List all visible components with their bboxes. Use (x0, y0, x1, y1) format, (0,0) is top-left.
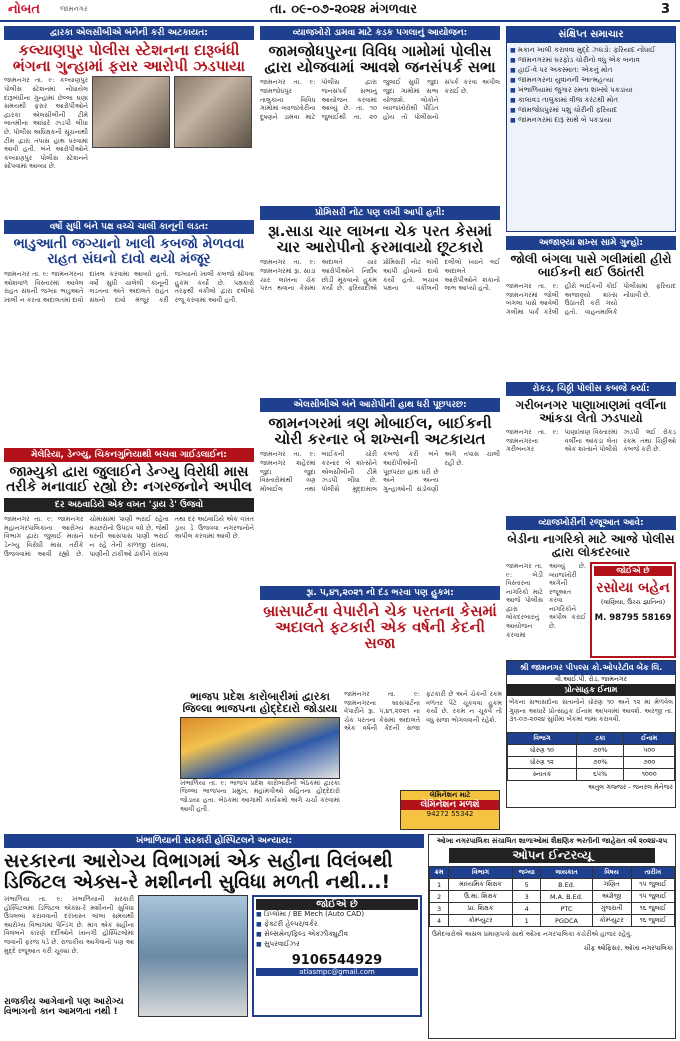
body: જામનગર તા. ૯: બેડી વિસ્તારના નાગરિકો માટે આજે પોલીસ દ્વારા લોકદરબારનું આયોજન કરવામાં આવ્યું છે. વ્યાજખોરી અંગેની રજૂઆત કરવા નાગરિકોને અપીલ કરાઈ છે. (506, 561, 586, 639)
headline: જામજોધપુરના વિવિધ ગામોમાં પોલીસ દ્વારા યોજવામાં આવશે જનસંપર્ક સભા (264, 42, 496, 77)
job-ad (252, 895, 422, 1017)
job-item: ■ સેલ્સમેન/ફિલ્ડ એક્ઝીક્યુટીવ (256, 930, 418, 939)
brief-item: ■ જામનગરના યુવાનની આત્મહત્યા (510, 76, 672, 85)
kicker: વ્યાજખોરો ડામવા માટે કડક પગલાનું આયોજન: (260, 26, 500, 40)
kicker: એલસીબીએ બંને આરોપીની હાથ ધરી પૂછપરછ: (260, 398, 500, 412)
headline: રૂા.સાડા ચાર લાખના ચેક પરત કેસમાં ચાર આરોપીનો ફરમાવાયો છૂટકારો (268, 222, 492, 257)
story-mobile-theft (260, 398, 500, 582)
brief-item: ■ જામનગરમાં ઘરફોડ ચોરીનો વધુ એક બનાવ (510, 56, 672, 65)
brief-item: ■ જામનગરમાં દારૂ સાથે બે પકડાયા (510, 116, 672, 125)
kicker: અજાણ્યા શખ્સ સામે ગુન્હો: (506, 236, 676, 250)
ad-note: ઉમેદવારોએ અસલ પ્રમાણપત્રો સાથે ઓખા નગરપાલિકા કચેરીએ હાજર રહેવું. (432, 930, 633, 938)
bank-addr: વી.આઈ.પી. રોડ, જામનગર (555, 675, 627, 683)
col-header: ઈનામ (624, 733, 675, 745)
table-row: 3 પ્રા. શિક્ષક 4 PTC ગુજરાતી ૧૬ જુલાઈ (430, 903, 675, 915)
briefs-title: સંક્ષિપ્ત સમાચાર (507, 27, 675, 43)
headline: ગરીબનગર પાણાખાણમાં વર્લીના આંકડા લેતો ઝડપાયો (515, 398, 667, 425)
bank-notice: પ્રોત્સાહક ઈનામ (507, 684, 675, 696)
lamination-ad (400, 790, 500, 830)
subhead: દર અઠવાડિયે એક વખત 'ડ્રાય ડે' ઉજવો (4, 498, 254, 512)
ad-sub: ઓપન ઈન્ટરવ્યૂ (449, 848, 655, 863)
ad-phone: 94272 55342 (426, 810, 474, 818)
body: જામનગર તા. ૯: જામનગરના બ્રાસપાર્ટના વેપારીને રૂા. ૫,૪૧,૨૦૨૧ ના ચેક પરતના કેસમાં અદાલતે એક વર્ષની કેદની સજા ફટકારી છે અને ચેકની રકમ વળતર પેટે ચૂકવવા હુકમ કર્યો છે. રકમ ન ચૂકવે તો વધુ સજા ભોગવવાની રહેશે. (344, 690, 502, 733)
table-row: ધોરણ ૧૨ ૭૦% ૭૦૦ (508, 757, 675, 769)
col-header: ટકા (577, 733, 624, 745)
page-number: 3 (660, 2, 670, 17)
ad-phone: 9106544929 (291, 953, 383, 969)
kicker: રૂા. ૫,૪૧,૨૦૨૧ નો દંડ ભરવા પણ હુકમ: (260, 586, 500, 600)
story-bedi-lokdarbar (506, 516, 676, 656)
ad-title: ઓખા નગરપાલિકા સંચાલિત શાળાઓમાં શૈક્ષણિક ભરતીની જાહેરાત વર્ષ ૨૦૨૪-૨૫ (436, 837, 668, 845)
story-garibnagar (506, 382, 676, 512)
story-brass-trader (260, 586, 500, 686)
kicker: દ્વારકા એલસીબીએ બંનેની કરી અટકાયત: (4, 26, 254, 40)
body: જામનગર તા. ૯: જામનગરમાં જોલી બંગલા પાસે આવેલી ગલીમાં પાર્ક કરેલી હીરો બાઈકની કોઈ અજાણ્યો શખ્સ ઉઠાંતરી કરી ગયો હતો. વાહનમાલિકે પોલીસમાં ફરિયાદ નોંધાવી છે. (506, 281, 676, 316)
body: જામનગર તા. ૯: જામનગર શહેરમાં જુદા જુદા વિસ્તારોમાંથી ત્રણ મોબાઈલ તથા બાઈકની ચોરી કરનાર બે શખ્સોને એલસીબીની ટીમે ઝડપી લીધા છે. પોલીસે મુદ્દામાલ કબજે કરી બંને આરોપીઓની પૂછપરછ હાથ ધરી છે અને અન્ય ગુન્હાઓની સંડોવણી અંગે તપાસ ચાલી રહી છે. (260, 450, 500, 493)
job-item: ■ ફેક્ટરી હેલ્પર/વર્કર (256, 920, 418, 929)
bank-ad (506, 660, 676, 808)
ad-sign: ચીફ ઓફિસર, ઓખા નગરપાલિકા (583, 943, 673, 952)
kicker: પ્રોમિસરી નોટ પણ લખી આપી હતી: (260, 206, 500, 220)
ad-phone: M. 98795 58169 (594, 612, 672, 623)
body: જામનગર તા. ૯: કલ્યાણપુર પોલીસ સ્ટેશનમાં નોંધાયેલ દારૂબંધીના ગુન્હામાં છેલ્લા ઘણા સમયથી ફરાર આરોપીઓને દ્વારકા એલસીબીની ટીમે બાતમીના આધારે ઝડપી લીધા છે. પોલીસ અધિક્ષકની સૂચનાથી ટીમ દ્વારા તપાસ હાથ ધરવામાં આવી હતી. બંને આરોપીઓને કલ્યાણપુર પોલીસ સ્ટેશનને સોંપવામાં આવ્યા છે. (4, 76, 88, 171)
table-row: સ્નાતક ૬૫% ૧૦૦૦ (508, 769, 675, 781)
brief-item: ■ મકાન ખાલી કરાવવા મુદ્દે ઝઘડો: ફરિયાદ નોંધાઈ (510, 46, 672, 55)
headline: ભાડુઆતી જગ્યાનો ખાલી કબજો મેળવવા રાહત સંઘનો દાવો થયો મંજૂર (13, 236, 245, 268)
table-row: 2 ઉ.મા. શિક્ષક 3 M.A. B.Ed. અંગ્રેજી ૧૫ જુલાઈ (430, 891, 675, 903)
story-xray (4, 834, 424, 1039)
okha-recruitment-ad (428, 834, 676, 1039)
accused-photo-1 (92, 76, 170, 148)
table-row: 4 કોમ્પ્યુટર 1 PGDCA કોમ્પ્યુટર ૧૬ જુલાઈ (430, 915, 675, 927)
story-brass-trader-body (344, 690, 502, 806)
col-header: વિષય (592, 867, 631, 879)
ad-sub: (વાણિયા, ઉચ્ચ જ્ઞાતિના) (600, 597, 666, 606)
bank-text: બેંકના સભાસદોના સંતાનોને ધોરણ ૧૦ અને ૧૨ માં મેળવેલ ગુણના આધારે પ્રોત્સાહક ઈનામ આપવામાં આવશે. અરજી તા. ૩૧-૦૭-૨૦૨૪ સુધીમાં બેંકમાં જમા કરાવવી. (509, 698, 673, 724)
briefs-box (506, 26, 676, 232)
headline: જોલી બંગલા પાસે ગલીમાંથી હીરો બાઈકની થઈ ઉઠાંતરી (510, 252, 672, 279)
kicker: ખંભાળિયાની સરકારી હોસ્પિટલને અન્યાય: (4, 834, 424, 848)
ad-title: રસોયા બહેન (596, 579, 670, 596)
body: જામનગર તા. ૯: જામનગર મહાનગરપાલિકાના આરોગ્ય વિભાગ દ્વારા જુલાઈ માસને ડેન્ગ્યુ વિરોધી માસ તરીકે ઉજવવામાં આવી રહ્યો છે. ચોમાસામાં પાણી ભરાઈ રહેતા મચ્છરોનો ઉપદ્રવ વધે છે, જેથી ઘરની આસપાસ પાણી ભરાઈ ન રહે તેની કાળજી રાખવા, પાણીની ટાંકીઓ ઢાંકીને રાખવા તથા દર અઠવાડિયે એક વખત ડ્રાય ડે ઉજવવા નગરજનોને અપીલ કરવામાં આવી છે. (4, 515, 254, 558)
brief-item: ■ જામજોધપુરમાં પશુ ચોરીની ફરિયાદ (510, 106, 672, 115)
newspaper-logo: નોબત (8, 2, 40, 17)
bank-sign: અતુલ ગજ્જર - જનરલ મેનેજર (587, 783, 673, 791)
col-header: વિભાગ (508, 733, 577, 745)
brief-item: ■ હાઈ-વે પર અકસ્માત: એકનું મોત (510, 66, 672, 75)
recruitment-table (429, 866, 675, 927)
kicker: રોકડ, ચિઠ્ઠી પોલીસ કબજે કર્યા: (506, 382, 676, 396)
bank-table (507, 732, 675, 781)
col-header: લાયકાત (541, 867, 592, 879)
ad-tag: જોઈએ છે (256, 899, 418, 910)
body: ખંભાળિયા તા. ૯: ખંભાળિયાની સરકારી હોસ્પિટલમાં ડિજિટલ એક્સ-રે મશીનની સુવિધા ઉપલબ્ધ કરાવવાની દરખાસ્ત લાંબા સમયથી આરોગ્ય વિભાગમાં પેન્ડિંગ છે. માત્ર એક સહીના વિલંબને કારણે દર્દીઓને ખાનગી હોસ્પિટલોમાં જવાની ફરજ પડે છે. રાજકીય આગેવાનો પણ આ મુદ્દે રજૂઆત કરી ચૂક્યા છે. (4, 895, 134, 955)
headline: સરકારના આરોગ્ય વિભાગમાં એક સહીના વિલંબથી ડિજિટલ એક્સ-રે મશીનની સુવિધા મળતી નથી...! (4, 850, 393, 893)
job-item: ■ સુપરવાઈઝર (256, 940, 418, 949)
ad-email: atlasmpc@gmail.com (256, 968, 418, 976)
kicker: વર્ષો સુધી બંને પક્ષ વચ્ચે ચાલી કાનૂની લડત: (4, 220, 254, 234)
headline: ભાજપ પ્રદેશ કારોબારીમાં દ્વારકા જિલ્લા ભાજપના હોદ્દેદારો જોડાયા (182, 690, 338, 715)
body: જામનગર તા. ૯: જામનગરમાં રૂા. સાડા ચાર લાખના ચેક પરત થવાના કેસમાં અદાલતે ચાર આરોપીઓને નિર્દોષ છોડી મૂકવાનો હુકમ કર્યો છે. ફરિયાદીએ પ્રોમિસરી નોટ લખી આપી હોવાનો દાવો કર્યો હતો. બચાવ પક્ષના વકીલની દલીલો ધ્યાને લઈ અદાલતે આરોપીઓને શંકાનો લાભ આપ્યો હતો. (260, 258, 500, 293)
story-kalyanpur (4, 26, 254, 216)
story-jolly-bungalow (506, 236, 676, 378)
story-rahat-sangh (4, 220, 254, 442)
bjp-meeting-photo (180, 717, 340, 779)
kicker: મેલેરિયા, ડેન્ગ્યુ, ચિકનગુનિયાથી બચવા ગાઈડલાઈન: (4, 448, 254, 462)
brief-item: ■ કાલાવડ તાલુકામાં વીજ કરંટથી મોત (510, 96, 672, 105)
job-item: ■ ડિપ્લોમા / BE Mech (Auto CAD) (256, 910, 418, 919)
body: જામનગર તા. ૯: જામનગરના ગરીબનગર પાણાખાણ વિસ્તારમાં વર્લીના આંકડા લેતા એક શખ્સને પોલીસે ઝડપી લઈ રોકડ રકમ તથા ચિઠ્ઠીઓ કબજે કરી છે. (506, 427, 676, 454)
body: જામનગર તા. ૯: જામનગરના ઓશવાળ વિસ્તારમાં આવેલ રાહત સંઘની જગ્યા ભાડુઆતે ખાલી ન કરતા અદાલતમાં દાવો દાખલ કરવામાં આવ્યો હતો. વર્ષો સુધી ચાલેલી કાનૂની લડતના અંતે અદાલતે રાહત સંઘનો દાવો મંજૂર કરી જગ્યાનો ખાલી કબજો સોંપવા હુકમ કર્યો છે. પક્ષકારો તરફથી વકીલો દ્વારા દલીલો રજૂ કરવામાં આવી હતી. (4, 270, 254, 304)
ad-title: લેમિનેશન માટે (429, 791, 471, 799)
body: ખંભાળિયા તા. ૯: ભાજપ પ્રદેશ કારોબારીની બેઠકમાં દ્વારકા જિલ્લા ભાજપના પ્રમુખ, મહામંત્રીઓ સહિતના હોદ્દેદારો જોડાયા હતા. બેઠકમાં આગામી કાર્યક્રમો અંગે ચર્ચા કરવામાં આવી હતી. (180, 778, 340, 813)
quote: રાજકીય આગેવાનો પણ આરોગ્ય વિભાગનો કાન આમળતા નથી ! (4, 997, 124, 1018)
brief-item: ■ ખંભાળિયામાં જુગાર રમતા શખ્સો પકડાયા (510, 86, 672, 95)
story-bjp-karobari (180, 690, 340, 813)
story-cheque-acquittal (260, 206, 500, 394)
table-row: ધોરણ ૧૦ ૭૦% ૫૦૦ (508, 745, 675, 757)
kicker: વ્યાજખોરીની રજૂઆત આવે: (506, 516, 676, 530)
headline: કલ્યાણપુર પોલીસ સ્ટેશનના દારૂબંધી ભંગના ગુન્હામાં ફરાર આરોપી ઝડપાયા (12, 41, 246, 76)
date: તા. ૦૯-૦૭-૨૦૨૪ મંગળવાર (270, 2, 417, 17)
headline: જામનગરમાં ત્રણ મોબાઈલ, બાઈકની ચોરી કરનાર બે શખ્સની અટકાયત (268, 414, 492, 449)
cook-wanted-ad (590, 562, 676, 658)
col-header: ક્રમ (430, 867, 449, 879)
headline: બેડીના નાગરિકો માટે આજે પોલીસ દ્વારા લોકદરબાર (507, 532, 675, 559)
edition: જામનગર (60, 5, 88, 13)
ad-tag: જોઈએ છે (594, 566, 672, 576)
story-jamjodhpur (260, 26, 500, 202)
col-header: વિભાગ (449, 867, 513, 879)
hospital-photo (138, 895, 248, 1017)
accused-photo-2 (174, 76, 252, 148)
body: જામનગર તા. ૯: જામજોધપુર તાલુકાના વિવિધ ગામોમાં વ્યાજખોરીના દૂષણને ડામવા માટે પોલીસ દ્વારા જનસંપર્ક સભાનું આયોજન કરવામાં આવ્યું છે. તા. ૧૦ જુલાઈથી તા. ૨૦ જુલાઈ સુધી જુદા જુદા ગામોમાં સભા યોજાશે. લોકોને વ્યાજખોરોથી પીડિત હોય તો પોલીસનો સંપર્ક કરવા અપીલ કરાઈ છે. (260, 78, 500, 121)
masthead (0, 0, 680, 22)
headline: બ્રાસપાર્ટના વેપારીને ચેક પરતના કેસમાં અદાલતે ફટકારી એક વર્ષની કેદની સજા (263, 602, 497, 653)
bank-name: શ્રી જામનગર પીપલ્સ કો.ઓપરેટીવ બેંક લિ. (507, 661, 675, 675)
col-header: તારીખ (631, 867, 674, 879)
headline: જામ્યુકો દ્વારા જુલાઈને ડેન્ગ્યુ વિરોધી માસ તરીકે મનાવાઈ રહ્યો છે: નગરજનોને અપીલ (6, 464, 252, 496)
table-row: 1 માધ્યમિક શિક્ષક 5 B.Ed. ગણિત ૧૫ જુલાઈ (430, 879, 675, 891)
col-header: જગ્યા (513, 867, 541, 879)
ad-line: લેમિનેશન મળશે (401, 800, 499, 810)
